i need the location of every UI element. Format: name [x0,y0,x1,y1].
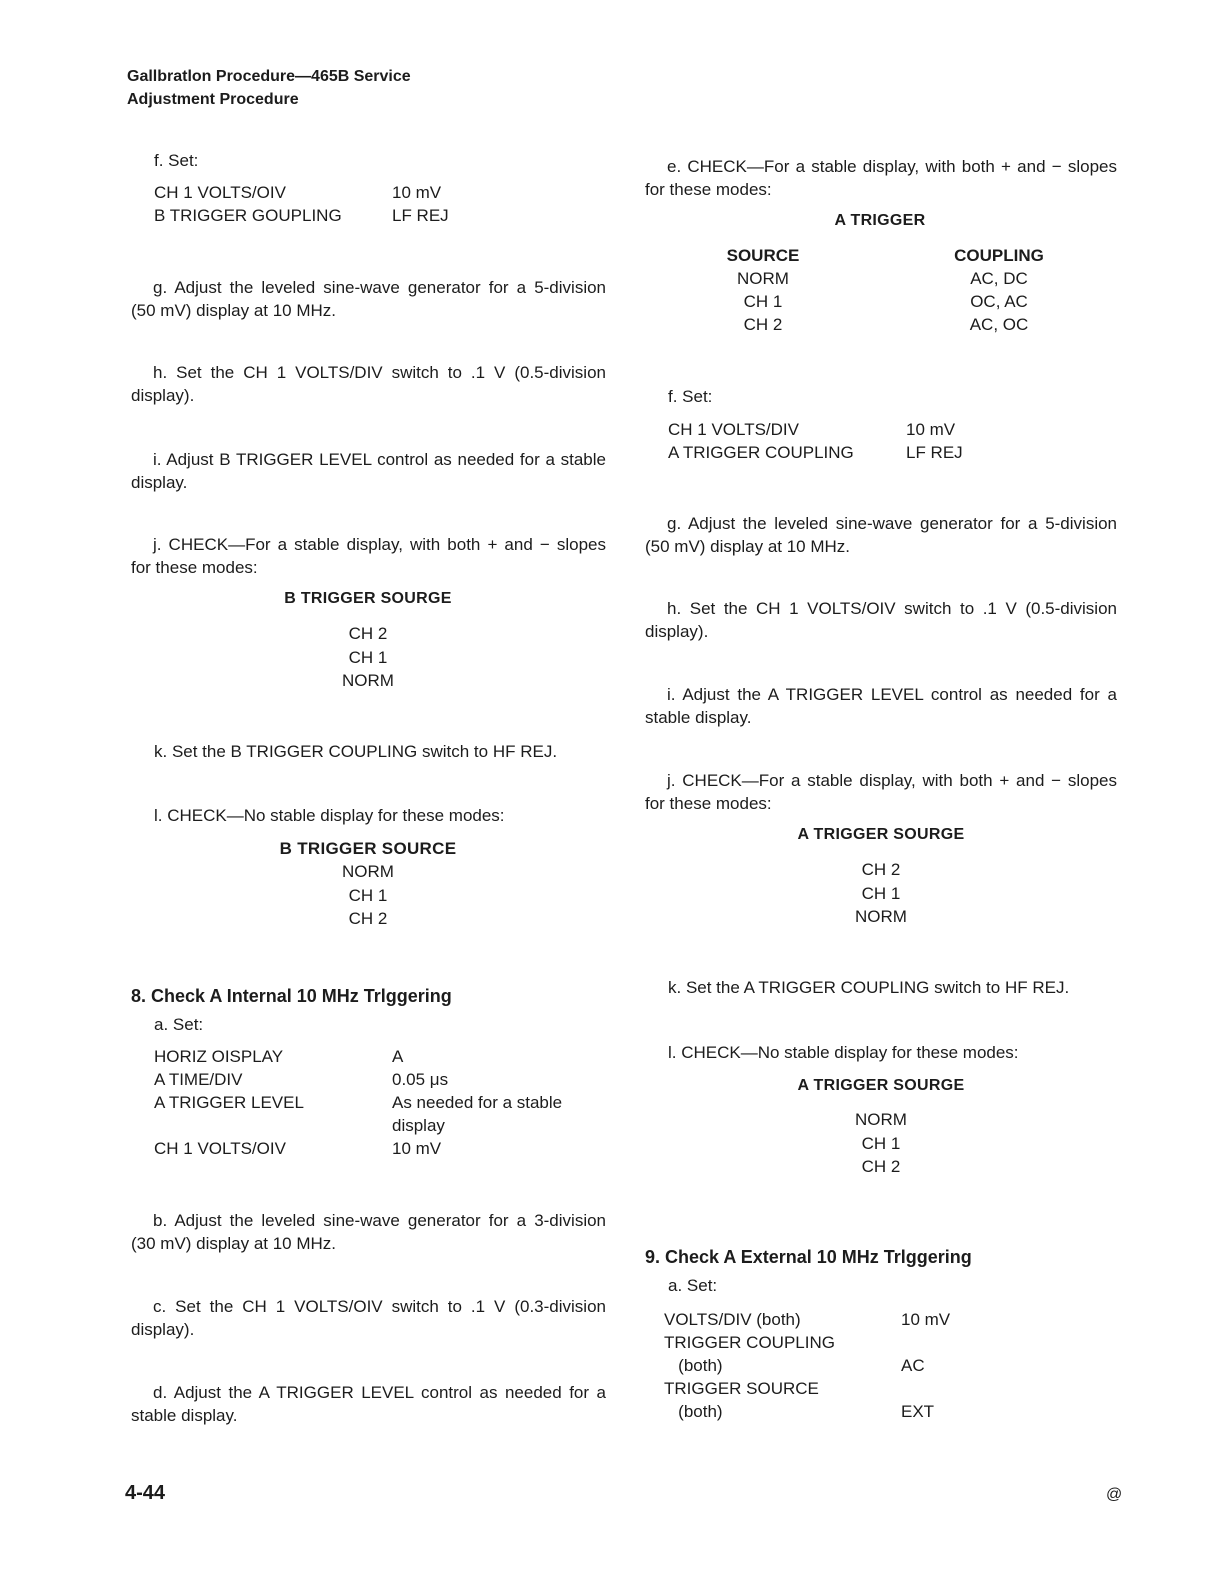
setting-value: 10 mV [392,1139,442,1158]
setting-key: (both) [664,1356,723,1375]
right-step-f-label: f. Set: [668,387,713,406]
right-step-f-settings [668,418,1088,464]
right-step-i: i. Adjust the A TRIGGER LEVEL control as needed for a stable display. [645,685,1117,727]
source-cell: CH 2 [743,315,783,334]
setting-key: CH 1 VOLTS/DIV [668,420,799,439]
left-j-table-list [318,622,418,693]
setting-value: display [392,1116,445,1135]
running-header [127,65,411,111]
section-8-step-b: b. Adjust the leveled sine-wave generator for a 3-division (30 mV) display at 10 MHz. [131,1211,606,1253]
section-8-step-c: c. Set the CH 1 VOLTS/OIV switch to .1 V (0.3-division display). [131,1297,606,1339]
setting-key: B TRIGGER GOUPLING [154,206,342,225]
section-8-step-d: d. Adjust the A TRIGGER LEVEL control as needed for a stable display. [131,1383,606,1425]
setting-value: A [392,1047,404,1066]
right-step-h: h. Set the CH 1 VOLTS/OIV switch to .1 V (0.5-division display). [645,599,1117,641]
setting-value: As needed for a stable [392,1093,563,1112]
setting-key: A TRIGGER COUPLING [668,443,854,462]
right-j-table-list [831,858,931,929]
right-e-table-title: A TRIGGER [834,212,926,229]
source-cell: CH 1 [743,292,783,311]
left-step-h: h. Set the CH 1 VOLTS/DIV switch to .1 V (0.5-division display). [131,363,606,405]
setting-key: A TRIGGER LEVEL [154,1093,304,1112]
left-step-j: j. CHECK—For a stable display, with both + and − slopes for these modes: [131,535,606,577]
setting-value: LF REJ [392,206,449,225]
setting-key: CH 1 VOLTS/OIV [154,1139,286,1158]
left-j-table-title: B TRIGGER SOURGE [284,590,452,607]
section-8-settings [154,1045,604,1160]
setting-value: 10 mV [906,420,956,439]
right-step-g: g. Adjust the leveled sine-wave generator for a 5-division (50 mV) display at 10 MHz. [645,514,1117,556]
list-item: CH 2 [348,909,388,928]
right-step-e: e. CHECK—For a stable display, with both + and − slopes for these modes: [645,157,1117,199]
revision-mark: @ [1106,1486,1123,1503]
left-l-table-list [318,860,418,931]
right-l-table-list [831,1108,931,1179]
coupling-header: COUPLING [954,246,1044,265]
right-step-j: j. CHECK—For a stable display, with both + and − slopes for these modes: [645,771,1117,813]
list-item: NORM [342,671,394,690]
setting-value: LF REJ [906,443,963,462]
coupling-cell: AC, OC [969,315,1029,334]
list-item: CH 2 [348,624,388,643]
coupling-cell: AC, DC [970,269,1028,288]
setting-key: A TIME/DIV [154,1070,243,1089]
left-step-g: g. Adjust the leveled sine-wave generator for a 5-division (50 mV) display at 10 MHz. [131,278,606,320]
source-cell: NORM [737,269,789,288]
setting-value: 10 mV [392,183,442,202]
right-e-table [713,244,1049,336]
coupling-column [949,244,1049,336]
coupling-cell: OC, AC [970,292,1028,311]
section-9-settings [664,1308,1084,1423]
setting-key: TRIGGER COUPLING [664,1333,835,1352]
setting-key: CH 1 VOLTS/OIV [154,183,286,202]
header-line-2: Adjustment Procedure [127,91,299,108]
list-item: NORM [855,907,907,926]
left-step-i: i. Adjust B TRIGGER LEVEL control as needed for a stable display. [131,450,606,492]
setting-key: HORIZ OISPLAY [154,1047,284,1066]
list-item: CH 2 [861,860,901,879]
right-step-k: k. Set the A TRIGGER COUPLING switch to HF REJ. [668,978,1070,997]
right-j-table-title: A TRIGGER SOURGE [797,826,965,843]
section-8-title: 8. Check A Internal 10 MHz Trlggering [131,986,452,1006]
list-item: NORM [342,862,394,881]
section-9-title: 9. Check A External 10 MHz Trlggering [645,1247,972,1267]
setting-key [154,1114,392,1137]
page-number: 4-44 [125,1482,166,1504]
right-l-table-title: A TRIGGER SOURGE [797,1077,965,1094]
setting-value: 0.05 μs [392,1070,449,1089]
left-step-l: l. CHECK—No stable display for these modes: [154,806,505,825]
left-step-k: k. Set the B TRIGGER COUPLING switch to HF REJ. [154,742,558,761]
source-header: SOURCE [726,246,800,265]
list-item: CH 1 [348,647,388,667]
header-line-1: Gallbratlon Procedure—465B Service [127,68,411,85]
right-step-l: l. CHECK—No stable display for these modes: [668,1043,1019,1062]
left-step-f-settings [154,181,574,227]
list-item: CH 2 [861,1157,901,1176]
list-item: CH 1 [861,1133,901,1153]
list-item: NORM [855,1110,907,1129]
section-8-a-label: a. Set: [154,1015,204,1034]
setting-value: 10 mV [901,1310,951,1329]
setting-value: AC [901,1356,925,1375]
setting-key: (both) [664,1402,723,1421]
source-column [713,244,813,336]
setting-key: VOLTS/DIV (both) [664,1310,801,1329]
setting-value: EXT [901,1402,935,1421]
setting-key: TRIGGER SOURCE [664,1379,819,1398]
list-item: CH 1 [861,883,901,903]
left-l-table-title: B TRIGGER SOURCE [279,839,457,858]
section-9-a-label: a. Set: [668,1276,718,1295]
left-step-f-label: f. Set: [154,151,199,170]
list-item: CH 1 [348,885,388,905]
